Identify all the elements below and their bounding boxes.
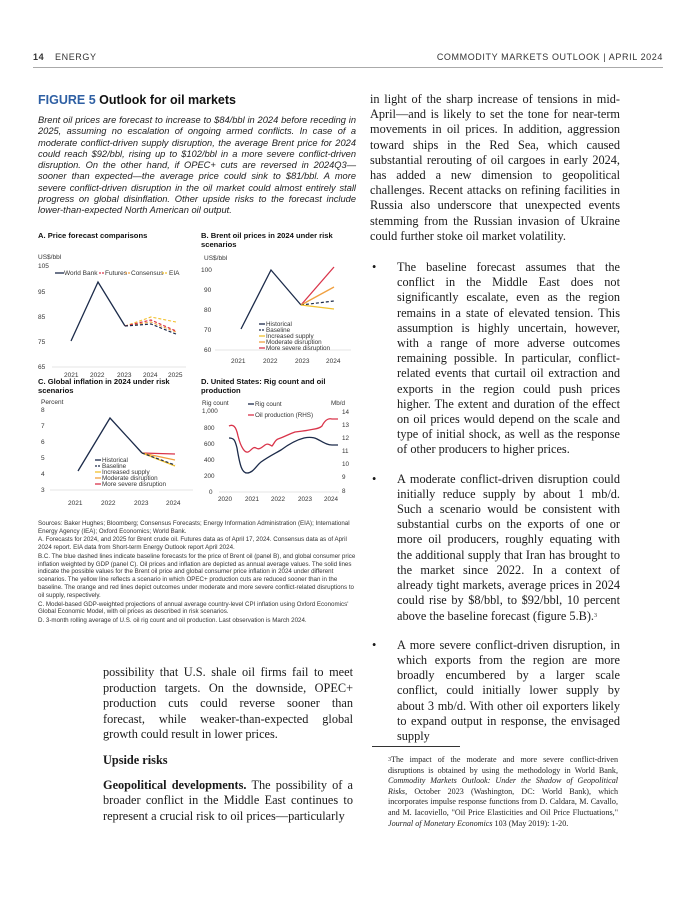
svg-text:5: 5 — [41, 455, 45, 462]
bullet-item: • The baseline forecast assumes that the conflict in the Middle East does not significantly escalate, even as the region remains in a state of elevated tension. This assumption is highly uncertain, however, with a range of more adverse outcomes remaining possible. In particular, conflict-related events that curtail oil extraction and exports in the region could push prices higher. The extent and duration of the effect on oil prices would depend on the scale and type of initial shock, as well as the response of other producers to higher prices. — [372, 260, 620, 457]
bullet-list — [370, 260, 620, 744]
svg-text:2023: 2023 — [298, 496, 313, 503]
figure-caption: Brent oil prices are forecast to increase to $84/bbl in 2024 before receding in 2025, assuming no escalation of ongoing armed conflicts. In case of a moderate conflict-driven supply disruption, the average Brent price for 2024 could reach $92/bbl, rising up to $102/bbl in a more severe conflict-driven disruption. On the other hand, if OPEC+ cuts are reversed in 2024Q3—sooner than expected—the average price could sink to $81/bbl. A more severe conflict-driven disruption in the oil market could almost entirely stall progress on global disinflation. Other upside risks to the forecast include lower-than-expected North American oil output. — [38, 115, 356, 216]
footnote-ref[interactable]: 3 — [594, 612, 598, 619]
svg-text:0: 0 — [209, 489, 213, 496]
chart-panel-b — [201, 231, 359, 366]
panel-b-chart — [201, 252, 359, 372]
svg-text:Historical: Historical — [102, 457, 128, 464]
svg-text:2024: 2024 — [324, 496, 339, 503]
bullet-marker: • — [372, 260, 377, 275]
svg-text:105: 105 — [38, 263, 49, 270]
page-number: 14 — [33, 52, 45, 62]
svg-text:800: 800 — [204, 425, 215, 432]
svg-text:3: 3 — [41, 487, 45, 494]
figure-title — [38, 93, 356, 107]
svg-text:10: 10 — [342, 461, 350, 468]
svg-text:90: 90 — [204, 287, 212, 294]
paragraph-continued-right: in light of the sharp increase of tensions in mid-April—and is likely to set the tone for near-term movements in oil prices. In addition, aggression toward ships in the Red Sea, which caused substantial rerouting of oil cargoes in early 2024, has added a new dimension to geopolitical challenges. Recent attacks on refining facilities in Russia also underscore that unexpected events stemming from the Russian invasion of Ukraine could further stoke oil market volatility. — [370, 92, 620, 243]
svg-text:Historical: Historical — [266, 321, 292, 328]
svg-text:12: 12 — [342, 435, 350, 442]
svg-text:6: 6 — [41, 439, 45, 446]
y-axis-label: US$/bbl — [38, 254, 62, 261]
svg-text:Consensus: Consensus — [131, 270, 164, 277]
svg-text:Baseline: Baseline — [266, 327, 291, 334]
figure-number: FIGURE 5 — [38, 93, 96, 107]
svg-text:More severe disruption: More severe disruption — [266, 345, 331, 352]
svg-text:9: 9 — [342, 474, 346, 481]
svg-text:Rig count: Rig count — [255, 401, 282, 408]
chart-panel-d — [201, 377, 359, 512]
bullet-marker: • — [372, 471, 377, 486]
svg-text:World Bank: World Bank — [64, 270, 98, 277]
footnote-rule — [372, 746, 460, 747]
svg-text:EIA: EIA — [169, 270, 180, 277]
svg-text:100: 100 — [201, 267, 212, 274]
svg-text:14: 14 — [342, 409, 350, 416]
section-name: ENERGY — [55, 52, 97, 62]
figure-title-text: Outlook for oil markets — [99, 93, 236, 107]
svg-text:200: 200 — [204, 473, 215, 480]
svg-text:2022: 2022 — [271, 496, 286, 503]
left-column-text — [103, 665, 353, 824]
svg-text:1,000: 1,000 — [202, 408, 218, 415]
note-c: C. Model-based GDP-weighted projections of annual average country-level CPI inflation using Oxford Economics' Global Economic Model, with oil prices as described in risk scenarios. — [38, 600, 349, 616]
figure-notes — [38, 520, 356, 625]
note-d: D. 3-month rolling average of U.S. oil rig count and oil production. Last observation is March 2024. — [38, 616, 307, 624]
svg-text:4: 4 — [41, 471, 45, 478]
svg-text:2022: 2022 — [90, 372, 105, 378]
footnote: $^3$The impact of the moderate and more severe conflict-driven disruptions is obtained by using the methodology in World Bank, Commodity Markets Outlook: Under the Shadow of Geopolitical Risks, October 2023 (Washington, DC: World Bank), which incorporates impulse response functions from D. Caldara, M. Cavallo, and M. Iacoviello, "Oil Price Elasticities and Oil Price Fluctuations," Journal of Monetary Economics 103 (May 2019): 1-20. — [388, 755, 618, 828]
publication-title: COMMODITY MARKETS OUTLOOK | APRIL 2024 — [436, 52, 663, 62]
panel-c-chart — [38, 398, 198, 518]
svg-text:60: 60 — [204, 347, 212, 354]
svg-text:400: 400 — [204, 457, 215, 464]
svg-text:70: 70 — [204, 327, 212, 334]
svg-text:Oil production (RHS): Oil production (RHS) — [255, 412, 314, 419]
panel-a-chart — [38, 253, 193, 378]
svg-text:2021: 2021 — [245, 496, 260, 503]
svg-text:Rig count: Rig count — [202, 400, 229, 407]
svg-text:2023: 2023 — [117, 372, 132, 378]
svg-text:Increased supply: Increased supply — [102, 469, 150, 476]
bullet-item: • A moderate conflict-driven disruption could initially reduce supply by about 1 mb/d. Such a scenario would be consistent with substantial curbs on the exports of one or more oil producers, roughly equating with the additional supply that Iran has brought to the market since 2022. In a context of already tight markets, average prices in 2024 could rise by $8/bbl, to $92/bbl, 10 percent above the baseline forecast (figure 5.B).$^3$ — [372, 471, 620, 623]
svg-text:2023: 2023 — [134, 500, 149, 507]
header-rule — [33, 67, 663, 68]
svg-text:Percent: Percent — [41, 399, 64, 406]
svg-text:2022: 2022 — [263, 358, 278, 365]
svg-text:US$/bbl: US$/bbl — [204, 255, 228, 262]
svg-text:Baseline: Baseline — [102, 463, 127, 470]
bullet-marker: • — [372, 637, 377, 652]
bullet-item: • A more severe conflict-driven disruption, in which exports from the region are more broadly encumbered by a larger scale conflict, could initially lower supply by about 3 mb/d. With other oil exporters likely to expand output in response, the envisaged supply — [372, 637, 620, 743]
panel-a-title: A. Price forecast comparisons — [38, 231, 148, 240]
svg-text:2025: 2025 — [168, 372, 183, 378]
svg-text:7: 7 — [41, 423, 45, 430]
svg-text:2021: 2021 — [64, 372, 79, 378]
lead-in-bold: Geopolitical developments. — [103, 777, 247, 792]
svg-text:Moderate disruption: Moderate disruption — [102, 475, 158, 482]
panel-b-title: B. Brent oil prices in 2024 under risk scenarios — [201, 231, 333, 249]
figure-block — [38, 93, 356, 217]
svg-text:600: 600 — [204, 441, 215, 448]
section-heading-upside-risks: Upside risks — [103, 752, 168, 767]
note-bc: B.C. The blue dashed lines indicate baseline forecasts for the price of Brent oil (panel B), and global consumer price inflation weighted by GDP (panel C). Oil prices and inflation are depicted as annual average values. The solid lines indicate the possible values for the Brent oil price and global consumer price inflation in 2024 under different scenarios. The yellow line reflects a scenario in which OPEC+ production cuts are reduced sooner than in the baseline. The orange and red lines depict outcomes under moderate and more severe conflict-related disruptions to oil supply, respectively. — [38, 552, 356, 600]
right-column-text — [370, 92, 620, 758]
svg-text:75: 75 — [38, 339, 46, 346]
svg-text:11: 11 — [342, 448, 349, 455]
svg-text:2024: 2024 — [143, 372, 158, 378]
svg-text:2021: 2021 — [231, 358, 246, 365]
svg-text:Mb/d: Mb/d — [331, 400, 345, 407]
svg-text:2021: 2021 — [68, 500, 83, 507]
paragraph-geopolitical: Geopolitical developments. The possibility of a broader conflict in the Middle East continues to represent a crucial risk to oil prices—particularly — [103, 777, 353, 823]
svg-text:95: 95 — [38, 289, 46, 296]
svg-text:Futures: Futures — [105, 270, 128, 277]
svg-text:13: 13 — [342, 422, 350, 429]
panel-d-title: D. United States: Rig count and oil production — [201, 377, 326, 395]
paragraph-continued: possibility that U.S. shale oil firms fail to meet production targets. On the downside, OPEC+ production cuts could reverse sooner than forecast, while weaker-than-expected global growth could result in lower prices. — [103, 665, 353, 742]
running-header — [33, 52, 663, 64]
svg-text:2024: 2024 — [326, 358, 341, 365]
footnote-number: 3 — [388, 757, 391, 763]
svg-text:2024: 2024 — [166, 500, 181, 507]
svg-text:2020: 2020 — [218, 496, 233, 503]
svg-text:65: 65 — [38, 364, 46, 371]
sources-note: Sources: Baker Hughes; Bloomberg; Consensus Forecasts; Energy Information Administration (EIA); International Energy Agency (IEA); Oxford Economics; World Bank. — [38, 520, 350, 535]
svg-text:8: 8 — [41, 407, 45, 414]
svg-text:8: 8 — [342, 488, 346, 495]
svg-text:80: 80 — [204, 307, 212, 314]
svg-text:Moderate disruption: Moderate disruption — [266, 339, 322, 346]
chart-panel-a — [38, 231, 193, 378]
note-a: A. Forecasts for 2024, and 2025 for Brent crude oil. Futures data as of April 17, 2024. Consensus data as of April 2024 report. EIA data from Short-term Energy Outlook report April 2024. — [38, 536, 347, 552]
svg-text:More severe disruption: More severe disruption — [102, 481, 167, 488]
svg-text:Increased supply: Increased supply — [266, 333, 314, 340]
panel-d-chart — [201, 398, 359, 518]
svg-text:85: 85 — [38, 314, 46, 321]
panel-c-title: C. Global inflation in 2024 under risk scenarios — [38, 377, 170, 395]
chart-panel-c — [38, 377, 198, 512]
svg-text:2023: 2023 — [295, 358, 310, 365]
svg-text:2022: 2022 — [101, 500, 116, 507]
